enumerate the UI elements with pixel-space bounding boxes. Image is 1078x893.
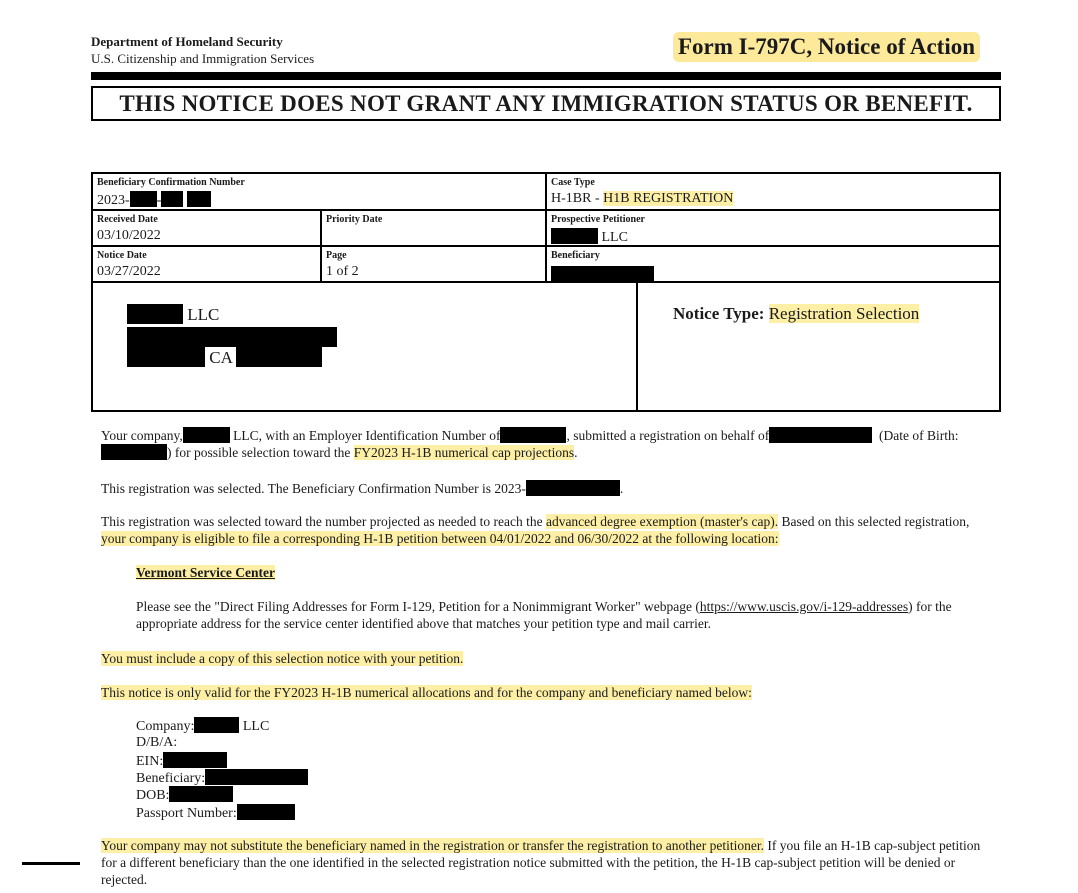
agency-name: U.S. Citizenship and Immigration Services — [91, 51, 315, 66]
department-name: Department of Homeland Security — [91, 34, 283, 49]
redaction — [500, 427, 566, 443]
confirmation-cell — [93, 174, 545, 209]
field-passport: Passport Number: — [136, 804, 295, 822]
received-date-cell — [93, 211, 320, 245]
paragraph-validity: This notice is only valid for the FY2023 H-1B numerical allocations and for the company and beneficiary named below: — [101, 685, 752, 700]
redaction — [236, 347, 322, 367]
notice-date-label: Notice Date — [97, 250, 147, 261]
paragraph-include-copy: You must include a copy of this selection notice with your petition. — [101, 651, 464, 666]
notice-type-value: Registration Selection — [768, 304, 920, 323]
uscis-addresses-link[interactable]: https://www.uscis.gov/i-129-addresses — [699, 599, 909, 614]
redaction — [551, 228, 598, 244]
redaction — [205, 769, 308, 785]
paragraph-registration: Your company, LLC, with an Employer Identification Number of , submitted a registration on behalf of (Date of Birth:) for possible selection toward the FY2023 H-1B numerical cap projections. — [101, 428, 959, 460]
redaction — [237, 804, 295, 820]
case-type-cell — [547, 174, 999, 209]
margin-mark — [22, 862, 80, 865]
beneficiary-cell — [547, 247, 999, 281]
redaction — [127, 327, 337, 347]
redaction — [127, 347, 205, 367]
redaction — [183, 427, 230, 443]
priority-date-cell — [322, 211, 545, 245]
status-banner: THIS NOTICE DOES NOT GRANT ANY IMMIGRATION STATUS OR BENEFIT. — [91, 86, 1001, 121]
priority-date-label: Priority Date — [326, 214, 383, 225]
redaction — [526, 480, 620, 496]
beneficiary-value — [551, 266, 654, 284]
redaction — [769, 427, 872, 443]
petitioner-value: LLC — [551, 228, 628, 246]
redaction — [161, 191, 183, 207]
beneficiary-label: Beneficiary — [551, 250, 600, 261]
paragraph-filing-addresses: Please see the "Direct Filing Addresses for Form I-129, Petition for a Nonimmigrant Worker" webpage (https://www.uscis.gov/i-129-addresses) for the appropriate address for the service center identified above that matches your petition type and mail carrier. — [136, 599, 952, 631]
field-dba: D/B/A: — [136, 735, 178, 750]
petitioner-cell — [547, 211, 999, 245]
paragraph-substitution: Your company may not substitute the beneficiary named in the registration or transfer the registration to another petitioner. If you file an H-1B cap-subject petition for a different beneficiary than the one identified in the selected registration notice submitted with the petition, the H-1B cap-subject petition will be denied or rejected. — [101, 838, 981, 887]
address-line-city: CA — [127, 347, 322, 368]
page-value: 1 of 2 — [326, 264, 359, 279]
address-line-company: LLC — [127, 304, 219, 325]
notice-date-value: 03/27/2022 — [97, 264, 161, 279]
paragraph-selected: This registration was selected. The Beneficiary Confirmation Number is 2023- . — [101, 481, 624, 496]
confirmation-value: 2023- - — [97, 191, 211, 209]
redaction — [130, 191, 157, 207]
service-center: Vermont Service Center — [136, 565, 275, 580]
received-date-label: Received Date — [97, 214, 158, 225]
redaction — [163, 752, 227, 768]
redaction — [169, 786, 233, 802]
address-line-street — [127, 327, 337, 349]
redaction — [551, 266, 654, 282]
redaction — [127, 304, 183, 324]
received-date-value: 03/10/2022 — [97, 228, 161, 243]
header-rule — [91, 72, 1001, 80]
confirmation-label: Beneficiary Confirmation Number — [97, 177, 245, 188]
form-title: Form I-797C, Notice of Action — [673, 32, 980, 62]
table-divider — [636, 281, 638, 410]
case-type-value: H-1BR - H1B REGISTRATION — [551, 191, 734, 206]
field-company: Company: LLC — [136, 719, 270, 734]
field-dob: DOB: — [136, 786, 233, 804]
field-ein: EIN: — [136, 752, 227, 770]
table-divider — [93, 281, 999, 283]
redaction — [194, 717, 239, 733]
redaction — [187, 191, 211, 207]
petitioner-label: Prospective Petitioner — [551, 214, 645, 225]
case-info-table — [91, 172, 1001, 412]
notice-type: Notice Type: Registration Selection — [673, 304, 920, 323]
page-label: Page — [326, 250, 347, 261]
redaction — [101, 444, 167, 460]
paragraph-eligibility: This registration was selected toward the number projected as needed to reach the advanced degree exemption (master's cap). Based on this selected registration, your company is eligible to file a corresponding H-1B petition between 04/01/2022 and 06/30/2022 at the following location: — [101, 514, 970, 546]
notice-date-cell — [93, 247, 320, 281]
case-type-label: Case Type — [551, 177, 595, 188]
field-beneficiary: Beneficiary: — [136, 769, 308, 787]
page-cell — [322, 247, 545, 281]
